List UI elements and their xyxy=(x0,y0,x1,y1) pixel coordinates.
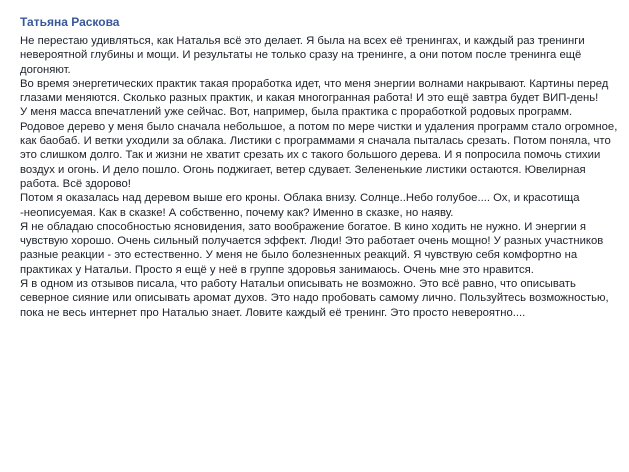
review-paragraph: Не перестаю удивляться, как Наталья всё это делает. Я была на всех её тренингах, и каждый раз тренинги невероятной глубины и мощи. И результаты не только сразу на тренинге, а они потом после тренинга ещё догоняют. xyxy=(20,35,585,76)
review-paragraph: У меня масса впечатлений уже сейчас. Вот, например, была практика с проработкой родовых программ. Родовое дерево у меня было сначала небольшое, а потом по мере чистки и удаления программ стало огромное, как баобаб. И ветки уходили за облака. Листики с программами я сначала пыталась срезать. Потом поняла, что это слишком долго. Так и жизни не хватит срезать их с такого большого дерева. И я попросила помочь стихии воздух и огонь. И дело пошло. Огонь поджигает, ветер сдувает. Зелененькие листики остаются. Ювелирная работа. Всё здорово! xyxy=(20,106,618,190)
author-name-link[interactable]: Татьяна Раскова xyxy=(20,15,120,29)
review-paragraph: Потом я оказалась над деревом выше его кроны. Облака внизу. Солнце..Небо голубое.... Ох, и красотища -неописуемая. Как в сказке! А собственно, почему как? Именно в сказке, но наяву. xyxy=(20,192,580,219)
review-paragraph: Я в одном из отзывов писала, что работу Натальи описывать не возможно. Это всё равно, что описывать северное сияние или описывать аромат духов. Это надо пробовать самому лично. Пользуйтесь возможностью, пока не весь интернет про Наталью знает. Ловите каждый её тренинг. Это просто невероятно.... xyxy=(20,278,609,319)
review-paragraph: Во время энергетических практик такая проработка идет, что меня энергии волнами накрывают. Картины перед глазами меняются. Сколько разных практик, и какая многогранная работа! И это ещё завтра будет ВИП-день! xyxy=(20,77,609,105)
review-text xyxy=(20,34,618,320)
review-paragraph: Я не обладаю способностью ясновидения, зато воображение богатое. В кино ходить не нужно. И энергии я чувствую хорошо. Очень сильный получается эффект. Люди! Это работает очень мощно! У разных участников разные реакции - это естественно. У меня не было болезненных реакций. Я чувствую себя комфортно на практиках у Натальи. Просто я ещё у неё в группе здоровья занимаюсь. Очень мне это нравится. xyxy=(20,220,604,276)
review-post xyxy=(20,14,618,320)
